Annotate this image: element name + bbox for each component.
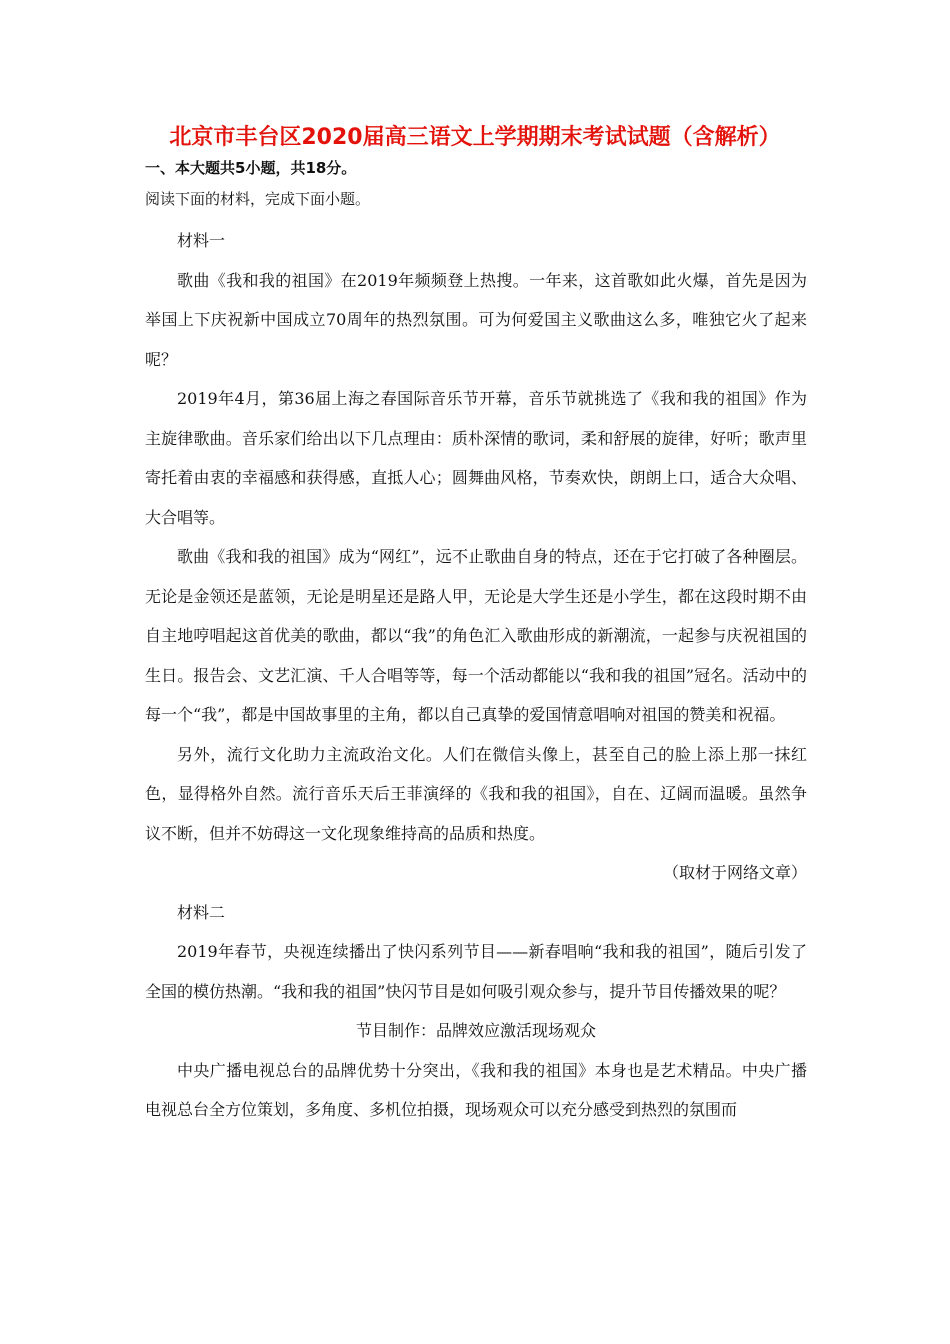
paragraph: 2019年春节，央视连续播出了快闪系列节目——新春唱响“我和我的祖国”，随后引发了全国的模仿热潮。“我和我的祖国”快闪节目是如何吸引观众参与，提升节目传播效果的呢？ xyxy=(145,942,807,1001)
paragraph: 2019年4月，第36届上海之春国际音乐节开幕，音乐节就挑选了《我和我的祖国》作为主旋律歌曲。音乐家们给出以下几点理由：质朴深情的歌词，柔和舒展的旋律，好听；歌声里寄托着由衷的幸福感和获得感，直抵人心；圆舞曲风格，节奏欢快，朗朗上口，适合大众唱、大合唱等。 xyxy=(145,389,807,527)
sub-heading: 节目制作：品牌效应激活现场观众 xyxy=(355,1021,596,1040)
paragraph: 另外，流行文化助力主流政治文化。人们在微信头像上，甚至自己的脸上添上那一抹红色，显得格外自然。流行音乐天后王菲演绎的《我和我的祖国》，自在、辽阔而温暖。虽然争议不断，但并不妨碍这一文化现象维持高的品质和热度。 xyxy=(145,744,807,843)
document-title: 北京市丰台区2020届高三语文上学期期末考试试题（含解析） xyxy=(169,125,781,150)
section-heading: 一、本大题共5小题，共18分。 xyxy=(145,159,357,177)
instruction-text: 阅读下面的材料，完成下面小题。 xyxy=(145,190,371,208)
material-two-label: 材料二 xyxy=(177,902,226,922)
paragraph: 歌曲《我和我的祖国》成为“网红”，远不止歌曲自身的特点，还在于它打破了各种圈层。无论是金领还是蓝领，无论是明星还是路人甲，无论是大学生还是小学生，都在这段时期不由自主地哼唱起这首优美的歌曲，都以“我”的角色汇入歌曲形成的新潮流，一起参与庆祝祖国的生日。报告会、文艺汇演、千人合唱等等，每一个活动都能以“我和我的祖国”冠名。活动中的每一个“我”，都是中国故事里的主角，都以自己真挚的爱国情意唱响对祖国的赞美和祝福。 xyxy=(145,547,807,724)
source-note: （取材于网络文章） xyxy=(662,863,807,882)
paragraph: 歌曲《我和我的祖国》在2019年频频登上热搜。一年来，这首歌如此火爆，首先是因为举国上下庆祝新中国成立70周年的热烈氛围。可为何爱国主义歌曲这么多，唯独它火了起来呢？ xyxy=(145,270,807,369)
paragraph: 中央广播电视总台的品牌优势十分突出，《我和我的祖国》本身也是艺术精品。中央广播电视总台全方位策划，多角度、多机位拍摄，现场观众可以充分感受到热烈的氛围而 xyxy=(145,1060,807,1119)
material-one-label: 材料一 xyxy=(177,231,226,250)
document-body xyxy=(145,221,807,1130)
